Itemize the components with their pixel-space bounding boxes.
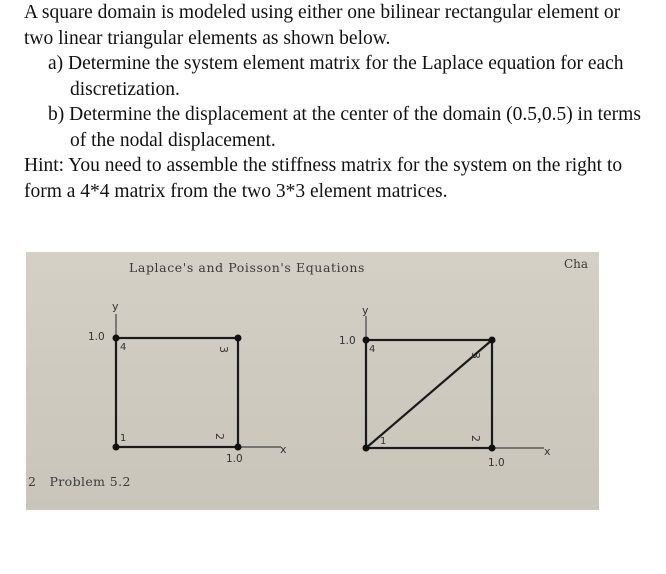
- right-node-2-dot: [489, 445, 496, 452]
- right-node-4-dot: [363, 337, 370, 344]
- photo-corner-label: Cha: [564, 257, 589, 271]
- left-node-3-dot: [235, 335, 242, 342]
- left-node-3-label: 3: [217, 346, 230, 353]
- left-node-1-dot: [113, 444, 120, 451]
- right-x-tick: 1.0: [488, 457, 505, 469]
- left-figure-rectangular-element: [88, 300, 287, 465]
- right-node-1-dot: [363, 445, 370, 452]
- photo-header: Laplace's and Poisson's Equations: [129, 260, 366, 275]
- right-node-3-dot: [489, 337, 496, 344]
- left-y-tick: 1.0: [88, 331, 105, 343]
- problem-intro: A square domain is modeled using either one bilinear rectangular element or two linear triangular elements as shown below.: [24, 2, 621, 49]
- problem-part-b: b) Determine the displacement at the center of the domain (0.5,0.5) in terms of the nodal displacement.: [48, 104, 641, 151]
- problem-statement: [24, 0, 654, 204]
- left-node-1-label: 1: [120, 433, 127, 444]
- right-y-tick: 1.0: [339, 335, 356, 347]
- left-y-label: y: [112, 300, 119, 313]
- right-node-3-label: 3: [469, 352, 482, 359]
- right-node-1-label: 1: [380, 436, 387, 447]
- figure-caption: 2 Problem 5.2: [28, 474, 131, 489]
- right-x-label: x: [544, 445, 551, 458]
- left-x-label: x: [280, 443, 287, 456]
- finite-element-figures: [26, 252, 599, 510]
- left-node-2-dot: [235, 444, 242, 451]
- problem-hint: Hint: You need to assemble the stiffness matrix for the system on the right to form a 4*4 matrix from the two 3*3 element matrices.: [24, 155, 623, 202]
- left-square-element: [116, 338, 238, 447]
- problem-part-a: a) Determine the system element matrix for the Laplace equation for each discretization.: [48, 53, 624, 100]
- left-node-4-dot: [113, 335, 120, 342]
- left-node-4-label: 4: [120, 342, 127, 353]
- right-y-label: y: [362, 304, 369, 317]
- textbook-photo: [26, 252, 599, 510]
- right-node-4-label: 4: [369, 344, 376, 355]
- right-figure-triangular-elements: [339, 304, 551, 469]
- right-node-2-label: 2: [469, 435, 482, 442]
- left-x-tick: 1.0: [226, 453, 243, 465]
- left-node-2-label: 2: [213, 433, 226, 440]
